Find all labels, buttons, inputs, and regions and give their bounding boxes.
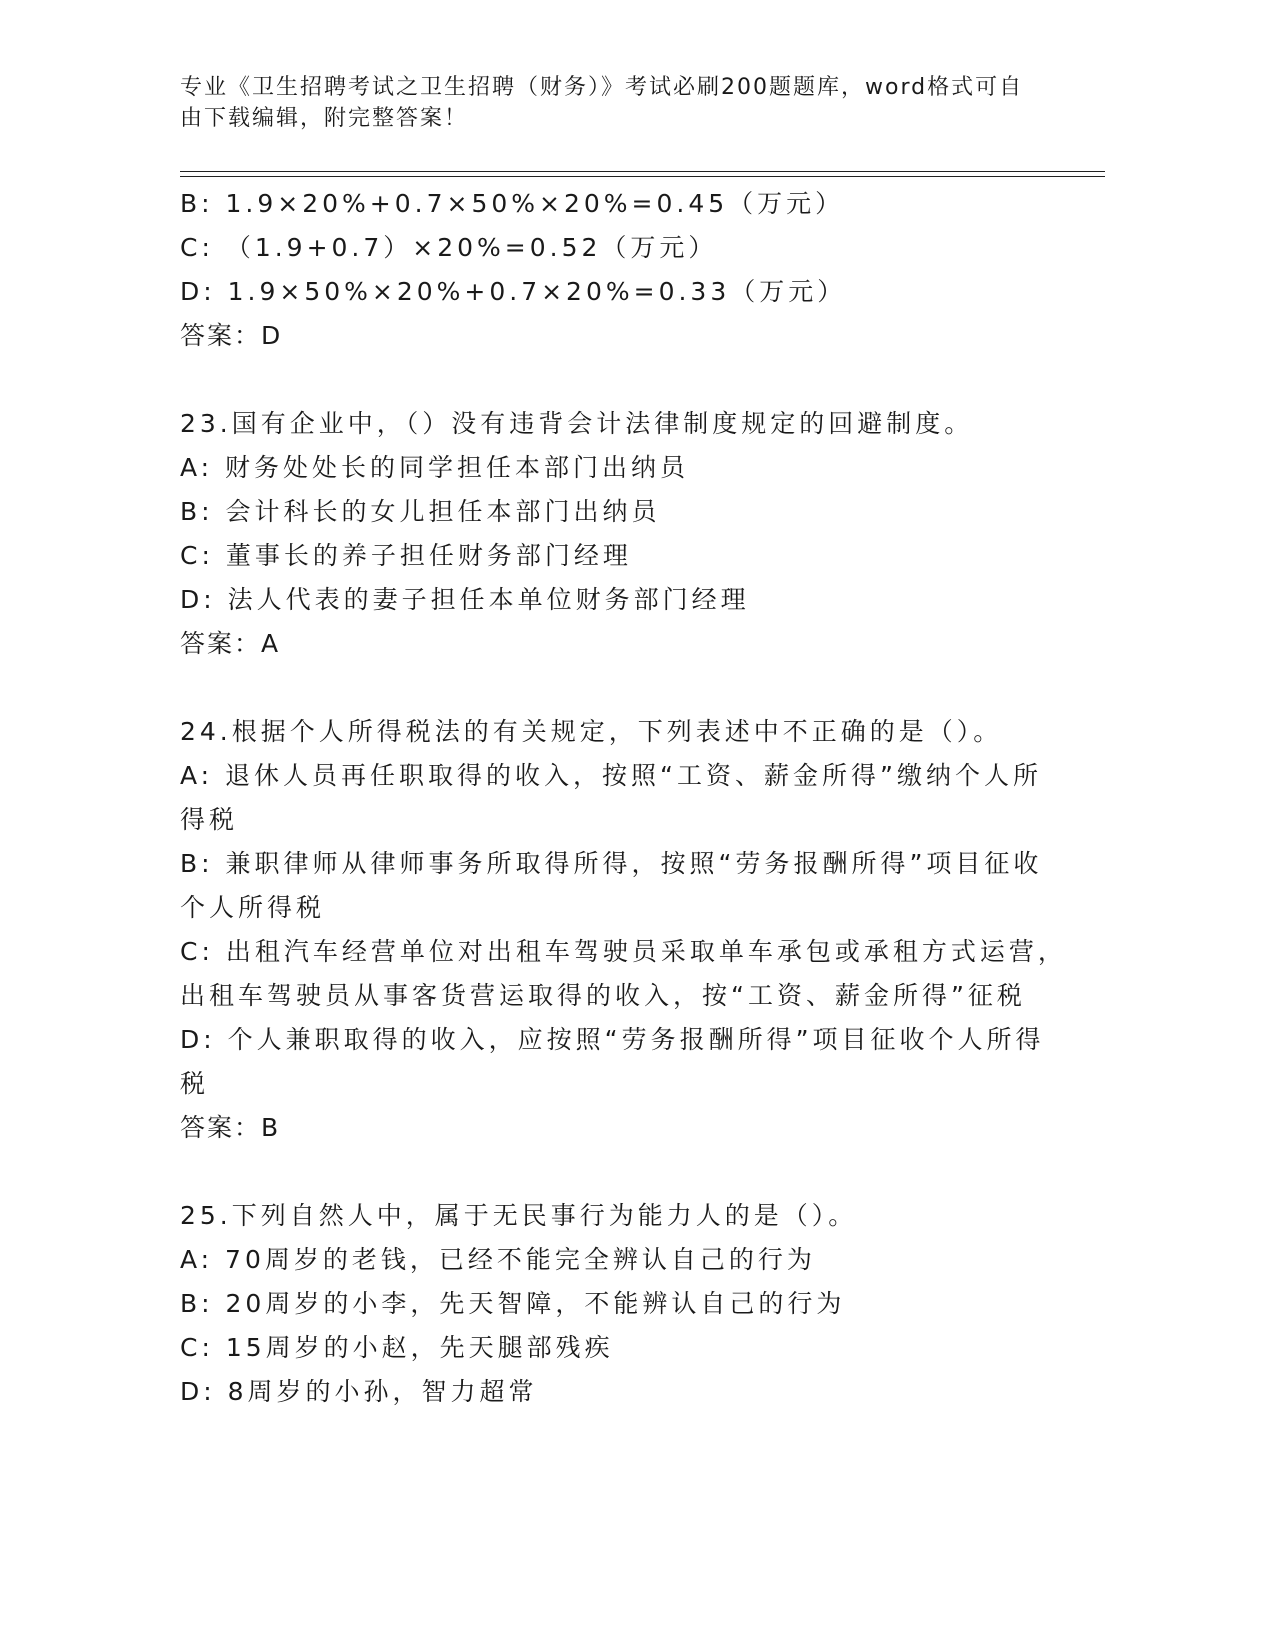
question-text: 23.国有企业中，（）没有违背会计法律制度规定的回避制度。 [180,409,974,438]
option-a: A: 70周岁的老钱，已经不能完全辨认自己的行为 [180,1245,816,1274]
header-line-2: 由下载编辑，附完整答案！ [180,106,469,131]
option-c-line-1: C: 出租汽车经营单位对出租车驾驶员采取单车承包或承租方式运营， [180,937,1067,966]
option-a: A: 财务处处长的同学担任本部门出纳员 [180,453,690,482]
answer: 答案：D [180,321,283,350]
answer: 答案：A [180,629,281,658]
question-25 [180,1194,1040,1414]
option-c-line-2: 出租车驾驶员从事客货营运取得的收入，按“工资、薪金所得”征税 [180,981,1026,1010]
question-22 [180,182,1040,358]
document-header [180,72,1060,134]
spacer [180,666,1040,710]
question-24 [180,710,1067,1150]
option-b-line-2: 个人所得税 [180,893,326,922]
option-d: D: 法人代表的妻子担任本单位财务部门经理 [180,585,750,614]
answer: 答案：B [180,1113,281,1142]
header-divider-bottom [180,176,1105,177]
option-d-line-1: D: 个人兼职取得的收入，应按照“劳务报酬所得”项目征收个人所得 [180,1025,1045,1054]
question-content [180,182,1067,1414]
option-c: C: 15周岁的小赵，先天腿部残疾 [180,1333,614,1362]
spacer [180,1150,1040,1194]
option-c: C: 董事长的养子担任财务部门经理 [180,541,632,570]
option-d: D: 8周岁的小孙，智力超常 [180,1377,538,1406]
header-line-1: 专业《卫生招聘考试之卫生招聘（财务）》考试必刷200题题库，word格式可自 [180,75,1024,100]
question-23 [180,402,1040,666]
option-b: B: 1.9×20%+0.7×50%×20%=0.45（万元） [180,189,845,218]
option-b: B: 20周岁的小李，先天智障，不能辨认自己的行为 [180,1289,846,1318]
option-d: D: 1.9×50%×20%+0.7×20%=0.33（万元） [180,277,847,306]
header-divider-top [180,171,1105,172]
option-a-line-1: A: 退休人员再任职取得的收入，按照“工资、薪金所得”缴纳个人所 [180,761,1042,790]
option-c: C: （1.9+0.7）×20%=0.52（万元） [180,233,718,262]
option-a-line-2: 得税 [180,805,239,834]
question-text: 24.根据个人所得税法的有关规定，下列表述中不正确的是（）。 [180,717,1003,746]
question-text: 25.下列自然人中，属于无民事行为能力人的是（）。 [180,1201,858,1230]
spacer [180,358,1040,402]
option-b: B: 会计科长的女儿担任本部门出纳员 [180,497,661,526]
option-b-line-1: B: 兼职律师从律师事务所取得所得，按照“劳务报酬所得”项目征收 [180,849,1043,878]
option-d-line-2: 税 [180,1069,210,1098]
